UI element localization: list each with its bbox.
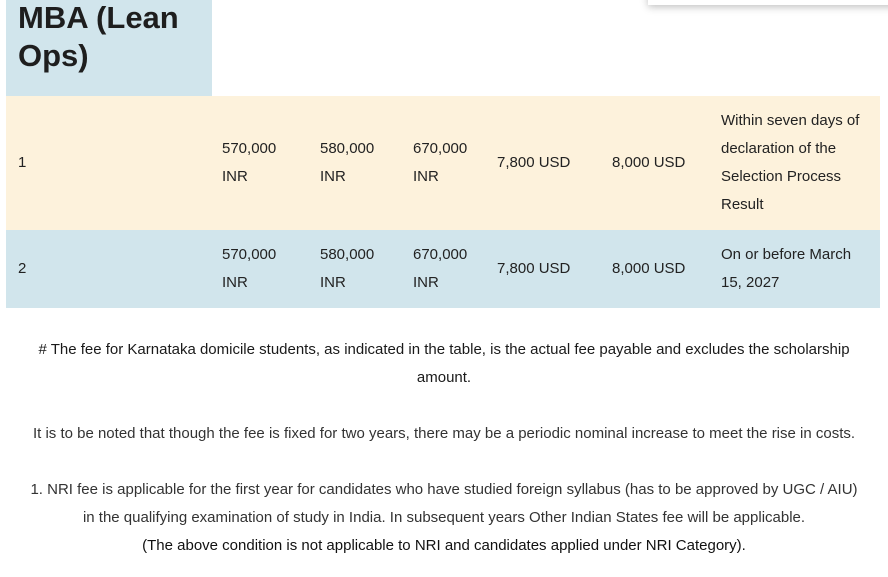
- installment-cell: 2: [18, 260, 27, 277]
- fee-cell: 580,000 INR: [320, 246, 375, 291]
- fee-cell: 670,000 INR: [413, 246, 468, 291]
- due-date-cell: On or before March 15, 2027: [721, 246, 852, 291]
- fee-cell: 570,000 INR: [222, 140, 277, 185]
- nri-condition-note: (The above condition is not applicable to NRI and candidates applied under NRI Category).: [142, 537, 746, 554]
- karnataka-domicile-note: # The fee for Karnataka domicile students, as indicated in the table, is the actual fee payable and excludes the scholarship amount.: [38, 341, 850, 386]
- fee-notes: [0, 336, 888, 560]
- nri-fee-note: 1. NRI fee is applicable for the first year for candidates who have studied foreign syllabus (has to be approved by UGC / AIU) in the qualifying examination of study in India. In subsequent years Other Indian States fee will be applicable.: [30, 481, 858, 526]
- fee-cell: 8,000 USD: [612, 260, 686, 277]
- fee-cell: 570,000 INR: [222, 246, 277, 291]
- due-date-cell: Within seven days of declaration of the Selection Process Result: [721, 112, 860, 213]
- table-row: [6, 96, 880, 230]
- fee-cell: 670,000 INR: [413, 140, 468, 185]
- table-row: [6, 230, 880, 308]
- fee-cell: 7,800 USD: [497, 154, 571, 171]
- fee-cell: 580,000 INR: [320, 140, 375, 185]
- program-title-line2: Ops): [18, 38, 89, 73]
- installment-cell: 1: [18, 154, 27, 171]
- program-title: [18, 0, 200, 75]
- program-title-line1: MBA (Lean: [18, 0, 179, 35]
- fee-cell: 7,800 USD: [497, 260, 571, 277]
- floating-panel-edge: [648, 0, 888, 5]
- fee-cell: 8,000 USD: [612, 154, 686, 171]
- program-title-cell: [6, 0, 212, 96]
- fee-table: [6, 96, 880, 308]
- fee-increase-note: It is to be noted that though the fee is fixed for two years, there may be a periodic nominal increase to meet the rise in costs.: [32, 425, 856, 442]
